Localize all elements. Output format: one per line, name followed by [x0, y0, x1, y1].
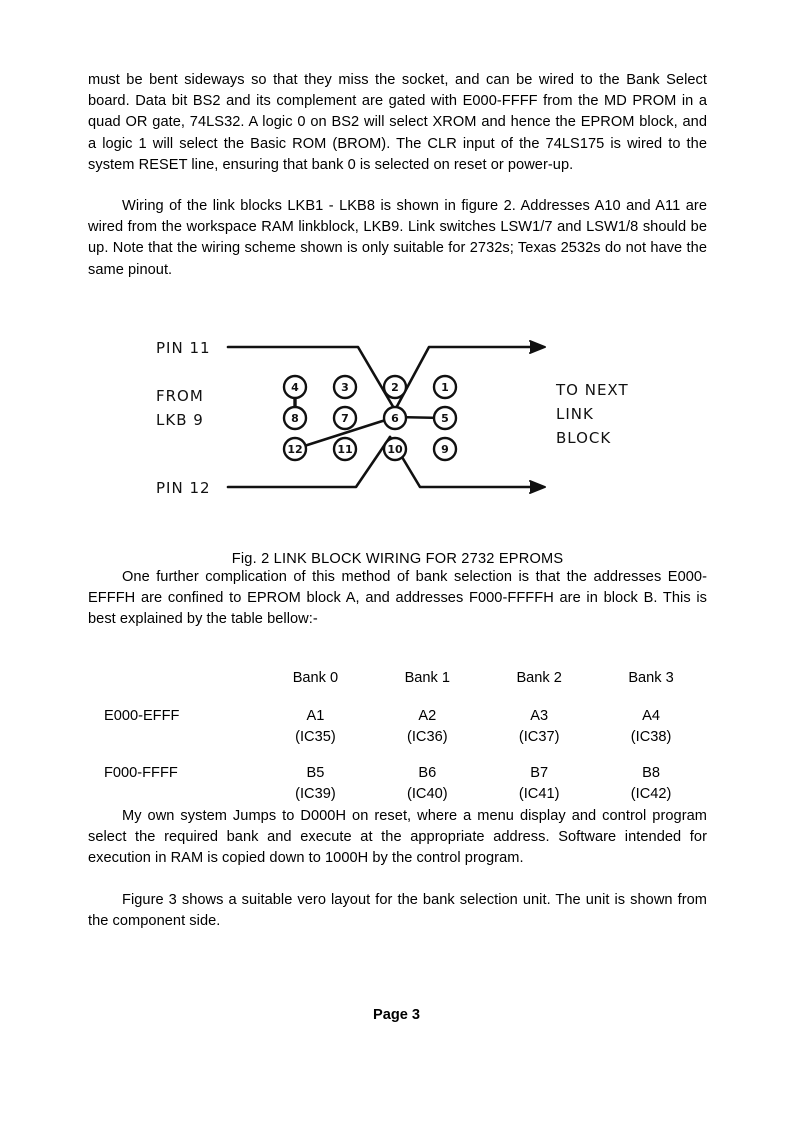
figure-label-pin-12: PIN 12	[155, 478, 211, 497]
pin-label-11: 11	[336, 442, 353, 456]
table-row	[88, 706, 707, 749]
table-header-bank-3: Bank 3	[628, 670, 674, 687]
chip-ic: (IC42)	[630, 786, 672, 803]
paragraph-3: One further complication of this method of bank selection is that the addresses E000-EFFFH are confined to EPROM block A, and addresses F000-FFFFH are in block B. This is best explained by the table bellow:-	[88, 568, 707, 628]
table-header-row	[88, 668, 707, 706]
chip-name: B8	[642, 764, 660, 781]
pin-label-3: 3	[340, 380, 349, 394]
pin-label-9: 9	[440, 442, 449, 456]
table-row-label-e000: E000-EFFF	[104, 707, 180, 724]
chip-name: B7	[530, 764, 549, 781]
table-corner-cell	[88, 668, 259, 706]
pin-label-12: 12	[286, 442, 303, 456]
pin-label-1: 1	[440, 380, 449, 394]
pin-label-8: 8	[290, 411, 299, 425]
pin-label-5: 5	[440, 411, 449, 425]
figure-label-pin-11: PIN 11	[155, 338, 211, 357]
chip-name: B6	[418, 764, 437, 781]
table-cell-f000-bank0	[259, 763, 371, 806]
table-cell-e000-bank0	[259, 706, 371, 749]
pin-label-4: 4	[290, 380, 299, 394]
table-row	[88, 763, 707, 806]
chip-name: A4	[642, 707, 660, 724]
pin-label-2: 2	[390, 380, 399, 394]
table-cell-e000-bank3	[595, 706, 707, 749]
chip-ic: (IC35)	[295, 729, 336, 746]
table-header-bank-0: Bank 0	[292, 670, 339, 687]
table-header-bank-1: Bank 1	[404, 670, 451, 687]
figure-label-from: FROM	[155, 386, 204, 405]
pin-label-6: 6	[390, 411, 399, 425]
paragraph-2: Wiring of the link blocks LKB1 - LKB8 is shown in figure 2. Addresses A10 and A11 are wired from the workspace RAM linkblock, LKB9. Link switches LSW1/7 and LSW1/8 should be up. Note that the wiring scheme shown is only suitable for 2732s; Texas 2532s do not have the same pinout.	[88, 198, 707, 278]
chip-ic: (IC40)	[407, 786, 448, 803]
chip-ic: (IC37)	[518, 729, 560, 746]
page-footer: Page 3	[372, 1007, 421, 1023]
figure-label-link: LINK	[555, 404, 594, 423]
figure-label-block: BLOCK	[555, 428, 611, 447]
bank-selection-table	[88, 668, 707, 806]
chip-name: A1	[306, 707, 325, 724]
chip-name: A2	[418, 707, 437, 724]
paragraph-5: Figure 3 shows a suitable vero layout for the bank selection unit. The unit is shown from the component side.	[88, 891, 707, 929]
paragraph-4: My own system Jumps to D000H on reset, where a menu display and control program select the required bank and execute at the appropriate address. Software intended for execution in RAM is copied down to 1000H by the control program.	[88, 807, 707, 867]
chip-ic: (IC41)	[518, 786, 560, 803]
figure-label-to-next: TO NEXT	[555, 380, 629, 399]
chip-ic: (IC38)	[630, 729, 672, 746]
chip-name: A3	[530, 707, 549, 724]
paragraph-1: must be bent sideways so that they miss the socket, and can be wired to the Bank Select board. Data bit BS2 and its complement are gated with E000-FFFF from the MD PROM in a quad OR gate, 74LS32. A logic 0 on BS2 will select XROM and hence the EPROM block, and a logic 1 will select the Basic ROM (BROM). The CLR input of the 74LS175 is wired to the system RESET line, ensuring that bank 0 is selected on reset or power-up.	[88, 72, 707, 173]
chip-ic: (IC39)	[295, 786, 336, 803]
table-cell-f000-bank1	[371, 763, 483, 806]
table-cell-f000-bank3	[595, 763, 707, 806]
pin-label-7: 7	[340, 411, 349, 425]
table-cell-e000-bank1	[371, 706, 483, 749]
pin-label-10: 10	[386, 442, 403, 456]
table-row-label-f000: F000-FFFF	[104, 764, 178, 781]
figure-2-caption: Fig. 2 LINK BLOCK WIRING FOR 2732 EPROMS	[231, 550, 564, 567]
table-spacer-row	[88, 749, 707, 763]
figure-2-drawing	[148, 317, 648, 517]
figure-2-link-block-wiring	[88, 317, 707, 517]
chip-ic: (IC36)	[407, 729, 448, 746]
table-header-bank-2: Bank 2	[516, 670, 562, 687]
table-cell-e000-bank2	[483, 706, 595, 749]
chip-name: B5	[306, 764, 325, 781]
figure-label-lkb9: LKB 9	[155, 410, 204, 429]
table-cell-f000-bank2	[483, 763, 595, 806]
